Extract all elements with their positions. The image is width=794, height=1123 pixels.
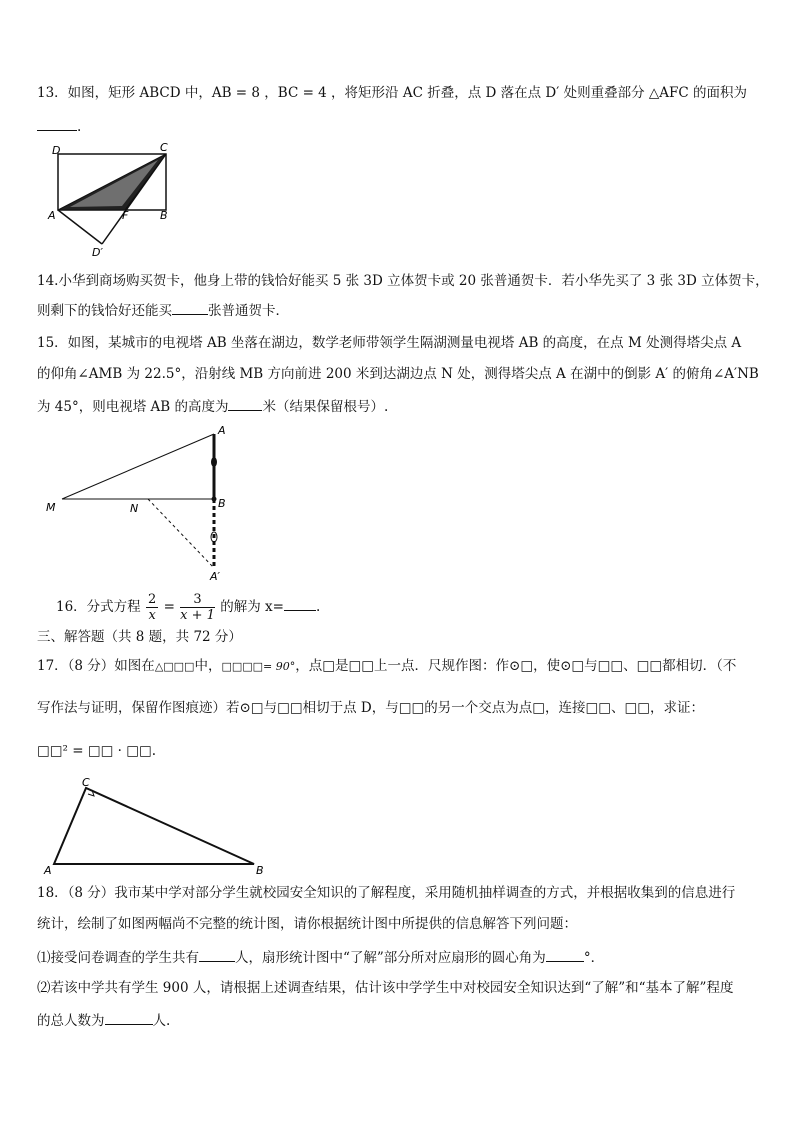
- q15-answer-blank[interactable]: [228, 396, 262, 411]
- label-b: B: [218, 497, 226, 510]
- frac2-numerator: 3: [180, 592, 215, 608]
- q14-line2-post: 张普通贺卡．: [208, 303, 289, 319]
- label-d: D: [52, 144, 61, 157]
- q18-sub2-line1: ⑵若该中学共有学生 900 人，请根据上述调查结果，估计该中学学生中对校园安全知识达到“了解”和“基本了解”程度: [37, 980, 734, 996]
- q16-line: [56, 590, 320, 624]
- label-m: M: [46, 501, 56, 514]
- q14-line2: [37, 300, 289, 320]
- q16-answer-blank[interactable]: [284, 596, 316, 611]
- tower-bulb-upper: [211, 457, 217, 467]
- q18-sub2-blank[interactable]: [105, 1010, 153, 1025]
- q18-sub1-pre: ⑴接受问卷调查的学生共有: [37, 950, 199, 966]
- q16-post: 的解为 x=: [220, 599, 284, 615]
- q15-line1: 15．如图，某城市的电视塔 AB 坐落在湖边，数学老师带领学生隔湖测量电视塔 AB 的高度，在点 M 处测得塔尖点 A: [37, 335, 742, 351]
- label-a-prime: A′: [210, 570, 221, 583]
- q17-line3: □□² = □□ · □□.: [37, 743, 157, 759]
- q13-period: .: [77, 119, 82, 135]
- q18-sub1-post: °．: [583, 950, 605, 966]
- equals-sign: =: [163, 599, 175, 615]
- q14-answer-blank[interactable]: [172, 300, 208, 315]
- label-c: C: [82, 776, 90, 789]
- label-a: A: [44, 864, 52, 877]
- dashed-line-na-prime: [148, 499, 214, 568]
- fig17-right-triangle: [40, 776, 270, 876]
- q16-fraction-left: [146, 592, 158, 623]
- line-ma: [62, 434, 214, 499]
- q16-pre: 16．分式方程: [56, 599, 141, 615]
- q18-sub2-line2: [37, 1010, 170, 1030]
- frac2-denominator: x + 1: [180, 608, 215, 623]
- q18-line2: 统计，绘制了如图两幅尚不完整的统计图，请你根据统计图中所提供的信息解答下列问题：: [37, 916, 577, 932]
- q17-part-b: 中，: [194, 658, 222, 674]
- q17-triangle-symbol: △□□□: [154, 660, 195, 673]
- q16-end: .: [315, 599, 321, 615]
- q13-answer-blank[interactable]: [37, 116, 77, 131]
- frac1-numerator: 2: [147, 592, 157, 607]
- section-3-title: 三、解答题（共 8 题，共 72 分）: [37, 629, 242, 645]
- q17-line1: [37, 657, 736, 676]
- frac1-denominator: x: [148, 608, 156, 623]
- q16-fraction-right: [180, 592, 215, 623]
- q17-line2: 写作法与证明，保留作图痕迹）若⊙□与□□相切于点 D，与□□的另一个交点为点□，连接□□、□□，求证：: [37, 700, 704, 716]
- fig15-tv-tower: [40, 422, 250, 586]
- q14-line2-pre: 则剩下的钱恰好还能买: [37, 303, 172, 319]
- triangle-abc: [54, 788, 254, 864]
- q17-part-a: 17．（8 分）如图在: [37, 658, 155, 674]
- q15-line3: [37, 396, 388, 416]
- q18-sub2-pre: 的总人数为: [37, 1013, 105, 1029]
- q17-part-c: ，点□是□□上一点．尺规作图：作⊙□，使⊙□与□□、□□都相切．（不: [295, 658, 737, 674]
- q13-line2: [37, 116, 81, 136]
- q15-line3-pre: 为 45°，则电视塔 AB 的高度为: [37, 399, 229, 415]
- label-c: C: [160, 141, 168, 154]
- q17-angle-expr: □□□□= 90°: [221, 660, 296, 673]
- q18-sub1-blank1[interactable]: [199, 947, 235, 962]
- q15-line2: 的仰角∠AMB 为 22.5°，沿射线 MB 方向前进 200 米到达湖边点 N 处，测得塔尖点 A 在湖中的倒影 A′ 的俯角∠A′NB: [37, 366, 759, 382]
- label-a: A: [48, 209, 56, 222]
- q18-line1: 18．（8 分）我市某中学对部分学生就校园安全知识的了解程度，采用随机抽样调查的方式，并根据收集到的信息进行: [37, 885, 736, 901]
- label-b: B: [256, 864, 264, 877]
- label-n: N: [130, 502, 139, 515]
- q14-line1: 14.小华到商场购买贺卡，他身上带的钱恰好能买 5 张 3D 立体贺卡或 20 张普通贺卡．若小华先买了 3 张 3D 立体贺卡，: [37, 273, 769, 289]
- point-b: [212, 497, 217, 502]
- label-b: B: [160, 209, 168, 222]
- q18-sub2-post: 人.: [152, 1013, 171, 1029]
- q15-line3-post: 米（结果保留根号）.: [262, 399, 389, 415]
- segment-ad-prime: [58, 210, 102, 244]
- label-a: A: [218, 424, 226, 437]
- q18-sub1-mid: 人，扇形统计图中“了解”部分所对应扇形的圆心角为: [235, 950, 546, 966]
- q18-sub1-blank2[interactable]: [546, 947, 584, 962]
- q18-sub1: [37, 947, 604, 967]
- label-d-prime: D′: [92, 246, 103, 259]
- q13-line1: 13．如图，矩形 ABCD 中，AB = 8 ，BC = 4 ，将矩形沿 AC 折叠，点 D 落在点 D′ 处则重叠部分 △AFC 的面积为: [37, 85, 748, 101]
- fig13-folded-rectangle: [40, 140, 180, 260]
- label-f: F: [122, 209, 129, 222]
